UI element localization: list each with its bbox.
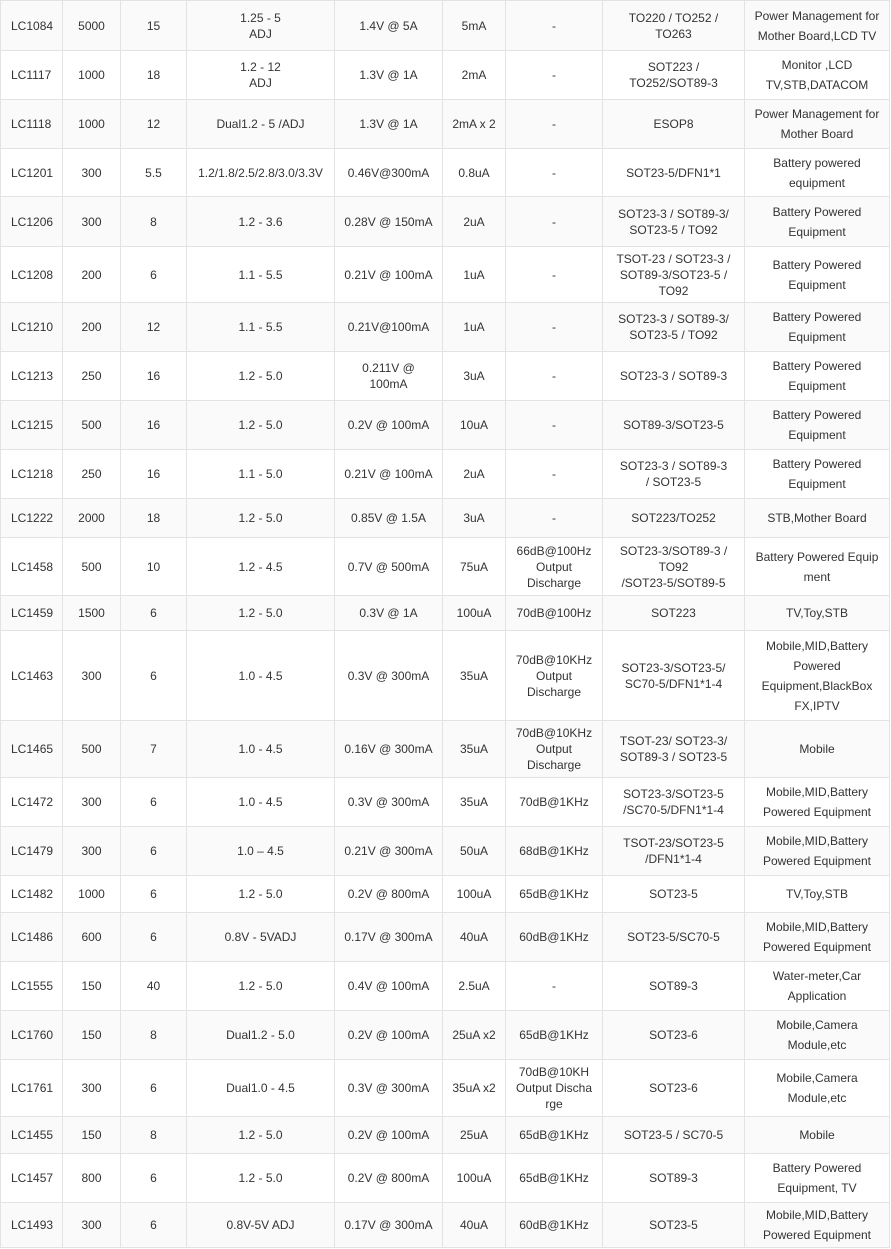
output-current-cell: 500 [63,538,121,596]
quiescent-current-cell: 35uA [443,721,506,778]
part-number-cell: LC1465 [1,721,63,778]
output-voltage-cell: 1.2 - 5.0 [187,876,335,913]
part-number-cell: LC1201 [1,149,63,197]
package-cell: SOT23-5 / SC70-5 [603,1117,745,1154]
output-voltage-cell: 1.2 - 5.0 [187,596,335,631]
dropout-cell: 0.17V @ 300mA [335,913,443,962]
output-current-cell: 300 [63,631,121,721]
dropout-cell: 1.3V @ 1A [335,51,443,100]
output-voltage-cell: 1.2 - 5.0 [187,962,335,1011]
psrr-cell: - [506,100,603,149]
part-number-cell: LC1463 [1,631,63,721]
output-voltage-cell: 1.0 - 4.5 [187,778,335,827]
max-input-voltage-cell: 6 [121,778,187,827]
application-cell: Water-meter,Car Application [745,962,890,1011]
quiescent-current-cell: 40uA [443,1203,506,1248]
quiescent-current-cell: 35uA x2 [443,1060,506,1117]
quiescent-current-cell: 100uA [443,876,506,913]
table-row [1,1117,890,1154]
dropout-cell: 0.21V @ 300mA [335,827,443,876]
application-cell: Power Management for Mother Board [745,100,890,149]
package-cell: SOT23-3/SOT89-3 / TO92 /SOT23-5/SOT89-5 [603,538,745,596]
package-cell: SOT23-6 [603,1060,745,1117]
psrr-cell: 70dB@10KHz Output Discharge [506,631,603,721]
output-current-cell: 1000 [63,876,121,913]
psrr-cell: - [506,450,603,499]
psrr-cell: - [506,247,603,303]
psrr-cell: 65dB@1KHz [506,1154,603,1203]
max-input-voltage-cell: 18 [121,51,187,100]
quiescent-current-cell: 25uA x2 [443,1011,506,1060]
max-input-voltage-cell: 8 [121,1011,187,1060]
part-number-cell: LC1222 [1,499,63,538]
part-number-cell: LC1210 [1,303,63,352]
psrr-cell: - [506,303,603,352]
output-current-cell: 600 [63,913,121,962]
part-number-cell: LC1218 [1,450,63,499]
dropout-cell: 0.46V@300mA [335,149,443,197]
package-cell: SOT23-3 / SOT89-3/ SOT23-5 / TO92 [603,197,745,247]
psrr-cell: 65dB@1KHz [506,1011,603,1060]
max-input-voltage-cell: 40 [121,962,187,1011]
table-row [1,778,890,827]
psrr-cell: 65dB@1KHz [506,1117,603,1154]
part-number-cell: LC1472 [1,778,63,827]
quiescent-current-cell: 3uA [443,499,506,538]
psrr-cell: 70dB@10KHz Output Discharge [506,721,603,778]
table-row [1,303,890,352]
part-number-cell: LC1215 [1,401,63,450]
psrr-cell: - [506,1,603,51]
application-cell: Mobile,MID,Battery Powered Equipment [745,913,890,962]
output-current-cell: 200 [63,303,121,352]
part-number-cell: LC1761 [1,1060,63,1117]
quiescent-current-cell: 10uA [443,401,506,450]
output-voltage-cell: 1.2 - 5.0 [187,1117,335,1154]
table-row [1,1154,890,1203]
max-input-voltage-cell: 6 [121,876,187,913]
package-cell: SOT23-6 [603,1011,745,1060]
package-cell: TSOT-23/SOT23-5 /DFN1*1-4 [603,827,745,876]
psrr-cell: 70dB@100Hz [506,596,603,631]
dropout-cell: 0.2V @ 100mA [335,1011,443,1060]
application-cell: Mobile,Camera Module,etc [745,1011,890,1060]
max-input-voltage-cell: 12 [121,303,187,352]
output-current-cell: 200 [63,247,121,303]
dropout-cell: 0.3V @ 1A [335,596,443,631]
table-row [1,499,890,538]
package-cell: SOT23-5/SC70-5 [603,913,745,962]
part-number-cell: LC1458 [1,538,63,596]
output-voltage-cell: 1.0 – 4.5 [187,827,335,876]
package-cell: TSOT-23 / SOT23-3 / SOT89-3/SOT23-5 / TO92 [603,247,745,303]
dropout-cell: 0.7V @ 500mA [335,538,443,596]
application-cell: Mobile,MID,Battery Powered Equipment,BlackBox FX,IPTV [745,631,890,721]
quiescent-current-cell: 100uA [443,596,506,631]
dropout-cell: 0.2V @ 100mA [335,401,443,450]
output-current-cell: 250 [63,352,121,401]
dropout-cell: 0.21V@100mA [335,303,443,352]
dropout-cell: 0.2V @ 800mA [335,1154,443,1203]
max-input-voltage-cell: 12 [121,100,187,149]
output-current-cell: 500 [63,401,121,450]
quiescent-current-cell: 2uA [443,450,506,499]
max-input-voltage-cell: 10 [121,538,187,596]
table-row [1,596,890,631]
output-voltage-cell: 1.2 - 5.0 [187,352,335,401]
output-voltage-cell: 1.1 - 5.5 [187,247,335,303]
package-cell: SOT89-3/SOT23-5 [603,401,745,450]
application-cell: STB,Mother Board [745,499,890,538]
max-input-voltage-cell: 8 [121,197,187,247]
psrr-cell: - [506,197,603,247]
table-row [1,827,890,876]
package-cell: SOT23-3 / SOT89-3 [603,352,745,401]
part-number-cell: LC1479 [1,827,63,876]
max-input-voltage-cell: 16 [121,401,187,450]
output-current-cell: 1000 [63,100,121,149]
output-current-cell: 150 [63,962,121,1011]
output-voltage-cell: 1.2 - 5.0 [187,1154,335,1203]
output-voltage-cell: 1.2 - 12 ADJ [187,51,335,100]
max-input-voltage-cell: 5.5 [121,149,187,197]
dropout-cell: 0.2V @ 800mA [335,876,443,913]
application-cell: TV,Toy,STB [745,596,890,631]
package-cell: SOT23-5 [603,1203,745,1248]
output-current-cell: 150 [63,1117,121,1154]
part-number-cell: LC1208 [1,247,63,303]
part-number-cell: LC1213 [1,352,63,401]
quiescent-current-cell: 25uA [443,1117,506,1154]
output-current-cell: 300 [63,778,121,827]
max-input-voltage-cell: 16 [121,450,187,499]
output-current-cell: 300 [63,827,121,876]
dropout-cell: 0.4V @ 100mA [335,962,443,1011]
output-current-cell: 150 [63,1011,121,1060]
application-cell: Battery Powered Equipment [745,197,890,247]
max-input-voltage-cell: 6 [121,1154,187,1203]
max-input-voltage-cell: 15 [121,1,187,51]
max-input-voltage-cell: 6 [121,1060,187,1117]
dropout-cell: 0.85V @ 1.5A [335,499,443,538]
part-number-cell: LC1455 [1,1117,63,1154]
quiescent-current-cell: 2mA x 2 [443,100,506,149]
application-cell: Battery Powered Equipment, TV [745,1154,890,1203]
part-number-cell: LC1482 [1,876,63,913]
package-cell: SOT23-3/SOT23-5/ SC70-5/DFN1*1-4 [603,631,745,721]
psrr-cell: 66dB@100Hz Output Discharge [506,538,603,596]
quiescent-current-cell: 3uA [443,352,506,401]
output-current-cell: 2000 [63,499,121,538]
max-input-voltage-cell: 6 [121,631,187,721]
package-cell: SOT23-3/SOT23-5 /SC70-5/DFN1*1-4 [603,778,745,827]
output-voltage-cell: 1.1 - 5.5 [187,303,335,352]
table-row [1,197,890,247]
psrr-cell: 60dB@1KHz [506,1203,603,1248]
part-number-cell: LC1486 [1,913,63,962]
application-cell: Battery Powered Equipment [745,303,890,352]
table-row [1,51,890,100]
quiescent-current-cell: 40uA [443,913,506,962]
output-current-cell: 1000 [63,51,121,100]
table-row [1,1060,890,1117]
max-input-voltage-cell: 6 [121,913,187,962]
quiescent-current-cell: 35uA [443,778,506,827]
psrr-cell: - [506,149,603,197]
dropout-cell: 0.3V @ 300mA [335,778,443,827]
application-cell: Battery Powered Equipment [745,352,890,401]
part-number-cell: LC1493 [1,1203,63,1248]
psrr-cell: 65dB@1KHz [506,876,603,913]
part-number-cell: LC1457 [1,1154,63,1203]
package-cell: SOT23-3 / SOT89-3 / SOT23-5 [603,450,745,499]
dropout-cell: 0.3V @ 300mA [335,1060,443,1117]
application-cell: Mobile [745,721,890,778]
table-row [1,962,890,1011]
output-current-cell: 300 [63,149,121,197]
application-cell: Battery Powered Equipment [745,450,890,499]
output-voltage-cell: 1.2 - 3.6 [187,197,335,247]
output-voltage-cell: 1.2/1.8/2.5/2.8/3.0/3.3V [187,149,335,197]
output-current-cell: 800 [63,1154,121,1203]
application-cell: Battery Powered Equipment [745,247,890,303]
output-voltage-cell: Dual1.0 - 4.5 [187,1060,335,1117]
dropout-cell: 0.3V @ 300mA [335,631,443,721]
output-current-cell: 1500 [63,596,121,631]
max-input-voltage-cell: 8 [121,1117,187,1154]
table-row [1,401,890,450]
table-row [1,100,890,149]
package-cell: TO220 / TO252 / TO263 [603,1,745,51]
dropout-cell: 0.16V @ 300mA [335,721,443,778]
quiescent-current-cell: 100uA [443,1154,506,1203]
max-input-voltage-cell: 6 [121,596,187,631]
package-cell: SOT223 / TO252/SOT89-3 [603,51,745,100]
output-current-cell: 300 [63,1203,121,1248]
application-cell: Battery powered equipment [745,149,890,197]
quiescent-current-cell: 2.5uA [443,962,506,1011]
psrr-cell: 60dB@1KHz [506,913,603,962]
psrr-cell: - [506,51,603,100]
application-cell: Battery Powered Equip ment [745,538,890,596]
output-current-cell: 300 [63,1060,121,1117]
table-row [1,631,890,721]
quiescent-current-cell: 1uA [443,247,506,303]
quiescent-current-cell: 75uA [443,538,506,596]
package-cell: SOT89-3 [603,1154,745,1203]
psrr-cell: 68dB@1KHz [506,827,603,876]
package-cell: ESOP8 [603,100,745,149]
dropout-cell: 0.21V @ 100mA [335,450,443,499]
quiescent-current-cell: 2uA [443,197,506,247]
application-cell: Mobile,MID,Battery Powered Equipment [745,827,890,876]
psrr-cell: 70dB@10KH Output Discha rge [506,1060,603,1117]
table-row [1,876,890,913]
output-voltage-cell: Dual1.2 - 5 /ADJ [187,100,335,149]
package-cell: SOT23-3 / SOT89-3/ SOT23-5 / TO92 [603,303,745,352]
psrr-cell: - [506,401,603,450]
part-number-cell: LC1760 [1,1011,63,1060]
table-row [1,913,890,962]
max-input-voltage-cell: 16 [121,352,187,401]
psrr-cell: - [506,352,603,401]
dropout-cell: 1.4V @ 5A [335,1,443,51]
part-number-cell: LC1118 [1,100,63,149]
package-cell: SOT89-3 [603,962,745,1011]
output-voltage-cell: 1.1 - 5.0 [187,450,335,499]
quiescent-current-cell: 1uA [443,303,506,352]
output-current-cell: 5000 [63,1,121,51]
dropout-cell: 0.2V @ 100mA [335,1117,443,1154]
dropout-cell: 1.3V @ 1A [335,100,443,149]
output-voltage-cell: 1.25 - 5 ADJ [187,1,335,51]
table-row [1,247,890,303]
psrr-cell: - [506,962,603,1011]
quiescent-current-cell: 0.8uA [443,149,506,197]
application-cell: Mobile,MID,Battery Powered Equipment [745,778,890,827]
table-row [1,1,890,51]
output-current-cell: 250 [63,450,121,499]
output-voltage-cell: 1.2 - 4.5 [187,538,335,596]
psrr-cell: - [506,499,603,538]
quiescent-current-cell: 5mA [443,1,506,51]
dropout-cell: 0.21V @ 100mA [335,247,443,303]
max-input-voltage-cell: 7 [121,721,187,778]
output-voltage-cell: 1.2 - 5.0 [187,499,335,538]
application-cell: Power Management for Mother Board,LCD TV [745,1,890,51]
table-row [1,450,890,499]
quiescent-current-cell: 35uA [443,631,506,721]
package-cell: SOT223 [603,596,745,631]
dropout-cell: 0.28V @ 150mA [335,197,443,247]
application-cell: Mobile [745,1117,890,1154]
output-voltage-cell: 0.8V - 5VADJ [187,913,335,962]
package-cell: SOT223/TO252 [603,499,745,538]
quiescent-current-cell: 2mA [443,51,506,100]
package-cell: TSOT-23/ SOT23-3/ SOT89-3 / SOT23-5 [603,721,745,778]
output-voltage-cell: 1.2 - 5.0 [187,401,335,450]
application-cell: Battery Powered Equipment [745,401,890,450]
output-current-cell: 500 [63,721,121,778]
table-body [1,1,890,1248]
max-input-voltage-cell: 6 [121,1203,187,1248]
psrr-cell: 70dB@1KHz [506,778,603,827]
application-cell: Mobile,Camera Module,etc [745,1060,890,1117]
table-row [1,1203,890,1248]
output-voltage-cell: 0.8V-5V ADJ [187,1203,335,1248]
part-number-cell: LC1206 [1,197,63,247]
output-voltage-cell: 1.0 - 4.5 [187,631,335,721]
dropout-cell: 0.17V @ 300mA [335,1203,443,1248]
dropout-cell: 0.211V @ 100mA [335,352,443,401]
part-number-cell: LC1084 [1,1,63,51]
table-row [1,1011,890,1060]
application-cell: TV,Toy,STB [745,876,890,913]
table-row [1,149,890,197]
application-cell: Monitor ,LCD TV,STB,DATACOM [745,51,890,100]
table-row [1,538,890,596]
output-voltage-cell: 1.0 - 4.5 [187,721,335,778]
table-row [1,721,890,778]
output-current-cell: 300 [63,197,121,247]
part-number-cell: LC1555 [1,962,63,1011]
package-cell: SOT23-5 [603,876,745,913]
max-input-voltage-cell: 6 [121,827,187,876]
application-cell: Mobile,MID,Battery Powered Equipment [745,1203,890,1248]
part-number-cell: LC1117 [1,51,63,100]
package-cell: SOT23-5/DFN1*1 [603,149,745,197]
max-input-voltage-cell: 6 [121,247,187,303]
quiescent-current-cell: 50uA [443,827,506,876]
output-voltage-cell: Dual1.2 - 5.0 [187,1011,335,1060]
max-input-voltage-cell: 18 [121,499,187,538]
table-row [1,352,890,401]
part-number-cell: LC1459 [1,596,63,631]
